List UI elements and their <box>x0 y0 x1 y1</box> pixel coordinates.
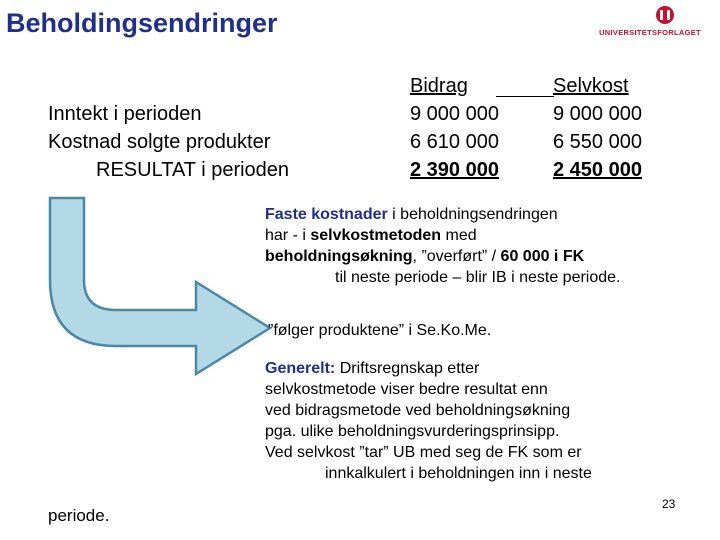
page-number: 23 <box>662 497 676 511</box>
row-label-income: Inntekt i perioden <box>48 103 202 125</box>
publisher-logo <box>590 4 710 42</box>
logo-emblem-icon <box>590 4 710 28</box>
cell-bidrag-income: 9 000 000 <box>410 103 499 125</box>
cell-selvkost-result: 2 450 000 <box>553 159 642 181</box>
cell-selvkost-income: 9 000 000 <box>553 103 642 125</box>
column-header-bidrag: Bidrag <box>410 75 468 97</box>
note-fixed-costs-line2c: med <box>441 227 477 244</box>
note-fixed-costs-line4: til neste periode – blir IB i neste periode. <box>335 269 621 286</box>
note-general-line6: innkalkulert i beholdningen inn i neste <box>325 465 592 482</box>
slide-title: Beholdingsendringer <box>6 8 278 38</box>
column-header-selvkost: Selvkost <box>553 75 629 97</box>
periode-label: periode. <box>48 506 110 525</box>
column-bidrag <box>410 74 499 182</box>
row-label-cost-of-goods: Kostnad solgte produkter <box>48 131 271 153</box>
note-general-line2: selvkostmetode viser bedre resultat enn <box>265 381 548 398</box>
logo-text: UNIVERSITETSFORLAGET <box>599 28 701 37</box>
note-general-line1: Driftsregnskap etter <box>335 360 480 377</box>
note-general-line5: Ved selvkost ”tar” UB med seg de FK som er <box>265 444 582 461</box>
note-general-line3: ved bidragsmetode ved beholdningsøkning <box>265 402 571 419</box>
note-fixed-costs-increase: beholdningsøkning <box>265 248 413 265</box>
note-fixed-costs-line1: i beholdningsendringen <box>387 206 558 223</box>
note-fixed-costs-amount: 60 000 i FK <box>500 248 585 265</box>
note-follows-products: ”følger produktene” i Se.Ko.Me. <box>268 322 492 339</box>
header-rule <box>496 96 554 97</box>
row-label-result: RESULTAT i perioden <box>96 159 290 181</box>
cell-bidrag-result: 2 390 000 <box>410 159 499 181</box>
note-general-line4: pga. ulike beholdningsvurderingsprinsipp. <box>265 423 560 440</box>
cell-bidrag-cost: 6 610 000 <box>410 131 499 153</box>
cell-selvkost-cost: 6 550 000 <box>553 131 642 153</box>
note-general-heading: Generelt: <box>265 360 336 377</box>
note-general <box>265 358 592 484</box>
note-fixed-costs-term: Faste kostnader <box>265 206 388 223</box>
curved-arrow-icon <box>46 196 276 376</box>
note-fixed-costs-line2a: har - i <box>265 227 311 244</box>
note-fixed-costs-method: selvkostmetoden <box>310 227 442 244</box>
column-selvkost <box>553 74 642 182</box>
note-fixed-costs-line3b: , ”overført” / <box>412 248 501 265</box>
note-fixed-costs <box>265 204 621 288</box>
